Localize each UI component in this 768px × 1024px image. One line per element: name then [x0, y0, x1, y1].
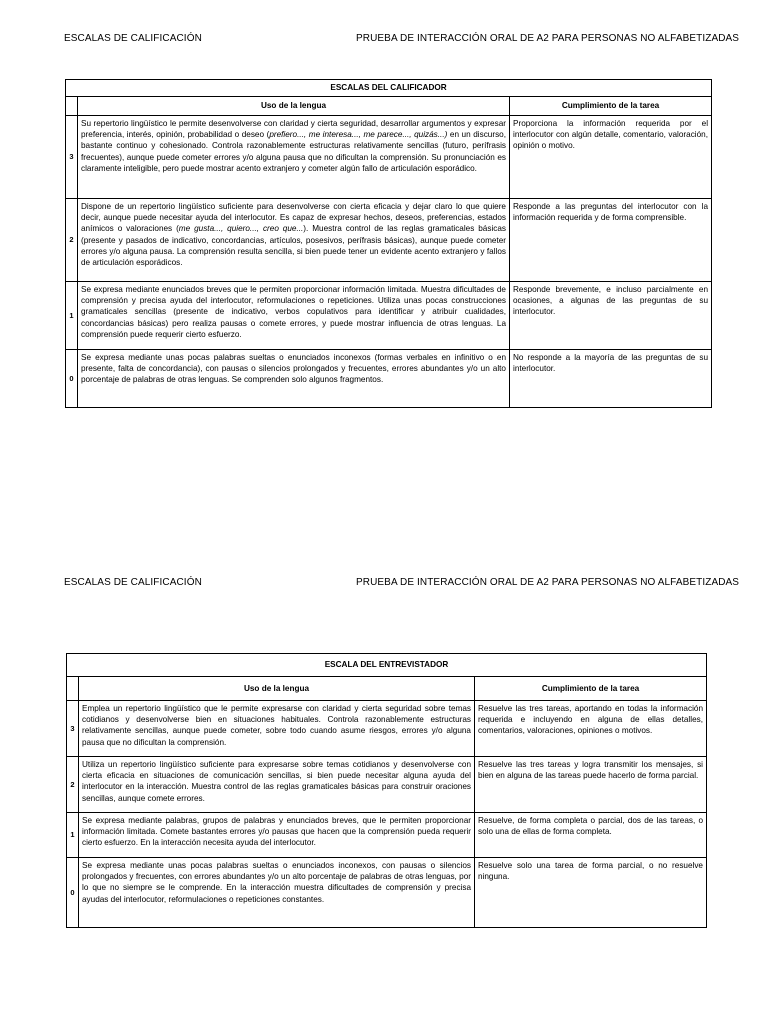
header-left-title: ESCALAS DE CALIFICACIÓN: [64, 33, 202, 44]
level-column-header: [66, 97, 78, 116]
cumplimiento-description: Resuelve solo una tarea de forma parcial, o no resuelve ninguna.: [475, 858, 707, 928]
uso-description: Utiliza un repertorio lingüístico suficiente para expresarse sobre temas cotidianos y desenvolverse con cierta eficacia en situaciones de comunicación sencillas, si bien puede necesitar alguna ayuda del interlocutor en la interacción. Muestra control de las reglas gramaticales básicas para construir oraciones sencillas, aunque comete errores.: [79, 757, 475, 813]
column-header-uso: Uso de la lengua: [79, 677, 475, 701]
level-number: 3: [66, 116, 78, 199]
uso-description: Se expresa mediante palabras, grupos de palabras y enunciados breves, que le permiten proporcionar información limitada. Comete bastantes errores y/o pausas que hacen que la comprensión pueda requerir cierto esfuerzo. En la interacción necesita ayuda del interlocutor.: [79, 813, 475, 858]
level-number: 2: [66, 199, 78, 282]
table-row: [66, 282, 712, 350]
column-header-uso: Uso de la lengua: [78, 97, 510, 116]
cumplimiento-description: Responde a las preguntas del interlocutor con la información requerida y de forma comprensible.: [510, 199, 712, 282]
interviewer-scale-table: [66, 653, 707, 928]
cumplimiento-description: No responde a la mayoría de las preguntas de su interlocutor.: [510, 350, 712, 408]
uso-description: Se expresa mediante unas pocas palabras sueltas o enunciados inconexos (formas verbales en infinitivo o en presente, falta de concordancia), con pausas o silencios prolongados y frecuentes, errores abundantes y/o un alto porcentaje de palabras de otras lenguas. Se comprenden solo algunos fragmentos.: [78, 350, 510, 408]
level-number: 0: [66, 350, 78, 408]
column-header-cumplimiento: Cumplimiento de la tarea: [510, 97, 712, 116]
uso-description: Se expresa mediante unas pocas palabras sueltas o enunciados inconexos, con pausas o silencios prolongados y frecuentes, con errores abundantes y/o un alto porcentaje de palabras de otras lenguas, por lo que no siempre se le comprende. En la interacción muestra dificultades de comprensión y precisa ayudas del interlocutor, reformulaciones o repeticiones constantes.: [79, 858, 475, 928]
column-header-cumplimiento: Cumplimiento de la tarea: [475, 677, 707, 701]
table-row: [67, 858, 707, 928]
uso-description: Su repertorio lingüístico le permite desenvolverse con claridad y cierta seguridad, desarrollar argumentos y expresar preferencia, interés, opinión, probabilidad o deseo (prefiero..., me interesa..., me parece..., quizás...) en un discurso, bastante continuo y cohesionado. Controla razonablemente estructuras relativamente sencillas (futuro, perífrasis frecuentes), aunque puede cometer errores y/o alguna pausa que no dificultan la comprensión. Su pronunciación es claramente inteligible, pero puede mostrar acento extranjero y cometer algún fallo de articulación esporádico.: [78, 116, 510, 199]
level-number: 1: [67, 813, 79, 858]
cumplimiento-description: Resuelve, de forma completa o parcial, dos de las tareas, o solo una de ellas de forma completa.: [475, 813, 707, 858]
level-number: 2: [67, 757, 79, 813]
level-number: 0: [67, 858, 79, 928]
cumplimiento-description: Proporciona la información requerida por el interlocutor con algún detalle, comentario, valoración, opinión o motivo.: [510, 116, 712, 199]
table-title: ESCALAS DEL CALIFICADOR: [66, 80, 712, 97]
table-title: ESCALA DEL ENTREVISTADOR: [67, 654, 707, 677]
table-row: [67, 757, 707, 813]
header-left-title: ESCALAS DE CALIFICACIÓN: [64, 577, 202, 588]
rater-scale-table: [65, 79, 712, 408]
cumplimiento-description: Responde brevemente, e incluso parcialmente en ocasiones, a algunas de las preguntas de su interlocutor.: [510, 282, 712, 350]
cumplimiento-description: Resuelve las tres tareas, aportando en todas la información requerida e incluyendo en alguna de ellas detalles, comentarios, valoraciones, opiniones o motivos.: [475, 701, 707, 757]
table-row: [66, 116, 712, 199]
table-row: [67, 813, 707, 858]
level-number: 3: [67, 701, 79, 757]
uso-description: Dispone de un repertorio lingüístico suficiente para desenvolverse con cierta eficacia y dejar claro lo que quiere decir, aunque puede necesitar ayuda del interlocutor. Es capaz de expresar hechos, deseos, preferencias, estados anímicos o valoraciones (me gusta..., quiero..., creo que...). Muestra control de las reglas gramaticales básicas (presente y pasados de indicativo, concordancias, artículos, posesivos, perífrasis básicas), aunque puede cometer errores y/o alguna pausa. La comprensión resulta sencilla, si bien puede tener un evidente acento extranjero y fallos de articulación esporádicos.: [78, 199, 510, 282]
level-column-header: [67, 677, 79, 701]
header-right-title: PRUEBA DE INTERACCIÓN ORAL DE A2 PARA PERSONAS NO ALFABETIZADAS: [356, 577, 740, 588]
cumplimiento-description: Resuelve las tres tareas y logra transmitir los mensajes, si bien en alguna de las tareas puede hacerlo de forma parcial.: [475, 757, 707, 813]
header-right-title: PRUEBA DE INTERACCIÓN ORAL DE A2 PARA PERSONAS NO ALFABETIZADAS: [356, 33, 740, 44]
table-row: [67, 701, 707, 757]
table-row: [66, 199, 712, 282]
level-number: 1: [66, 282, 78, 350]
uso-description: Se expresa mediante enunciados breves que le permiten proporcionar información limitada. Muestra dificultades de comprensión y precisa ayuda del interlocutor, reformulaciones o repeticiones. Utiliza unas pocas construcciones gramaticales sencillas (presente de indicativo, verbos copulativos para identificar y atribuir cualidades, concordancias básicas) pero realiza pausas o comete errores, y puede mostrar influencia de otras lenguas. La comprensión puede requerir cierto esfuerzo.: [78, 282, 510, 350]
table-row: [66, 350, 712, 408]
uso-description: Emplea un repertorio lingüístico que le permite expresarse con claridad y cierta seguridad sobre temas cotidianos y desenvolverse bien en situaciones habituales. Controla razonablemente estructuras relativamente sencillas, aunque puede cometer, sobre todo cuando asume riesgos, errores y/o alguna pausa que no dificultan la comprensión.: [79, 701, 475, 757]
